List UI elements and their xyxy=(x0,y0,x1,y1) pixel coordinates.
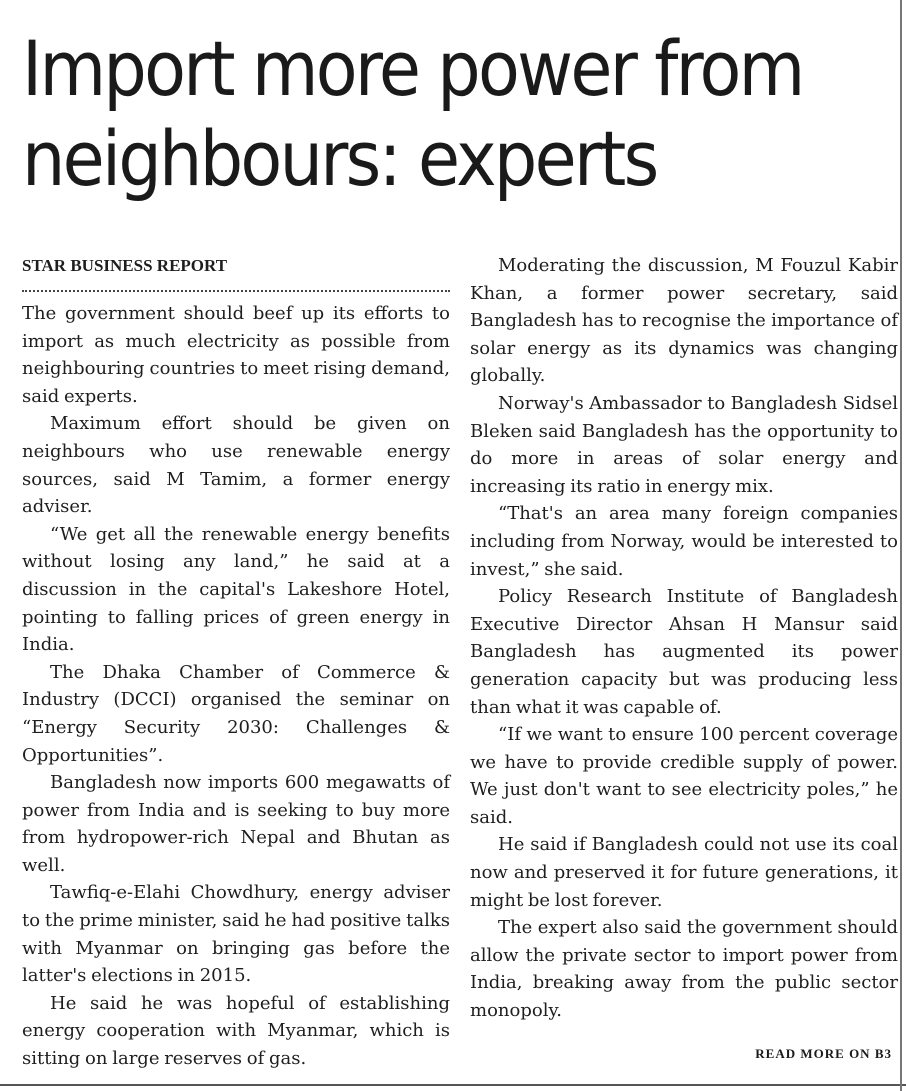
byline-divider xyxy=(22,290,450,292)
headline-line-1: Import more power from xyxy=(22,24,803,113)
paragraph: Tawfiq-e-Elahi Chowdhury, energy adviser to the prime minister, said he had positive talks with Myanmar on bringing gas before the latter's elections in 2015. xyxy=(22,882,450,987)
paragraph: The Dhaka Chamber of Commerce & Industry (DCCI) organised the seminar on “Energy Security 2030: Challenges & Opportunities”. xyxy=(22,661,450,766)
paragraph: Policy Research Institute of Bangladesh Executive Director Ahsan H Mansur said Bangladesh has augmented its power generation capacity but was producing less than what it was capable of. xyxy=(470,586,898,718)
paragraph: Moderating the discussion, M Fouzul Kabir Khan, a former power secretary, said Bangladesh has to recognise the importance of solar energy as its dynamics was changing globally. xyxy=(470,255,898,387)
paragraph: He said if Bangladesh could not use its coal now and preserved it for future generations, it might be lost forever. xyxy=(470,834,898,911)
article-column-right xyxy=(470,252,898,1025)
paragraph: “We get all the renewable energy benefits without losing any land,” he said at a discussion in the capital's Lakeshore Hotel, pointing to falling prices of green energy in India. xyxy=(22,523,450,656)
read-more-jump-line: READ MORE ON B3 xyxy=(755,1046,892,1061)
paragraph: Maximum effort should be given on neighbours who use renewable energy sources, said M Tamim, a former energy adviser. xyxy=(22,413,450,518)
headline xyxy=(22,24,805,204)
paragraph: “If we want to ensure 100 percent coverage we have to provide credible supply of power. We just don't want to see electricity poles,” he said. xyxy=(470,724,898,828)
paragraph: He said he was hopeful of establishing energy cooperation with Myanmar, which is sitting on large reserves of gas. xyxy=(22,992,450,1070)
paragraph: The expert also said the government should allow the private sector to import power from India, breaking away from the public sector monopoly. xyxy=(470,917,898,1022)
paragraph: The government should beef up its efforts to import as much electricity as possible from neighbouring countries to meet rising demand, said experts. xyxy=(22,303,450,407)
headline-line-2: neighbours: experts xyxy=(22,114,657,203)
paragraph: “That's an area many foreign companies including from Norway, would be interested to invest,” she said. xyxy=(470,503,898,580)
byline: STAR BUSINESS REPORT xyxy=(22,256,228,275)
paragraph: Norway's Ambassador to Bangladesh Sidsel Bleken said Bangladesh has the opportunity to do more in areas of solar energy and increasing its ratio in energy mix. xyxy=(470,392,898,497)
bottom-divider xyxy=(0,1084,906,1086)
page-edge-rule xyxy=(900,0,902,1091)
article-column-left xyxy=(22,252,450,1073)
paragraph: Bangladesh now imports 600 megawatts of power from India and is seeking to buy more from hydropower-rich Nepal and Bhutan as well. xyxy=(22,772,450,876)
